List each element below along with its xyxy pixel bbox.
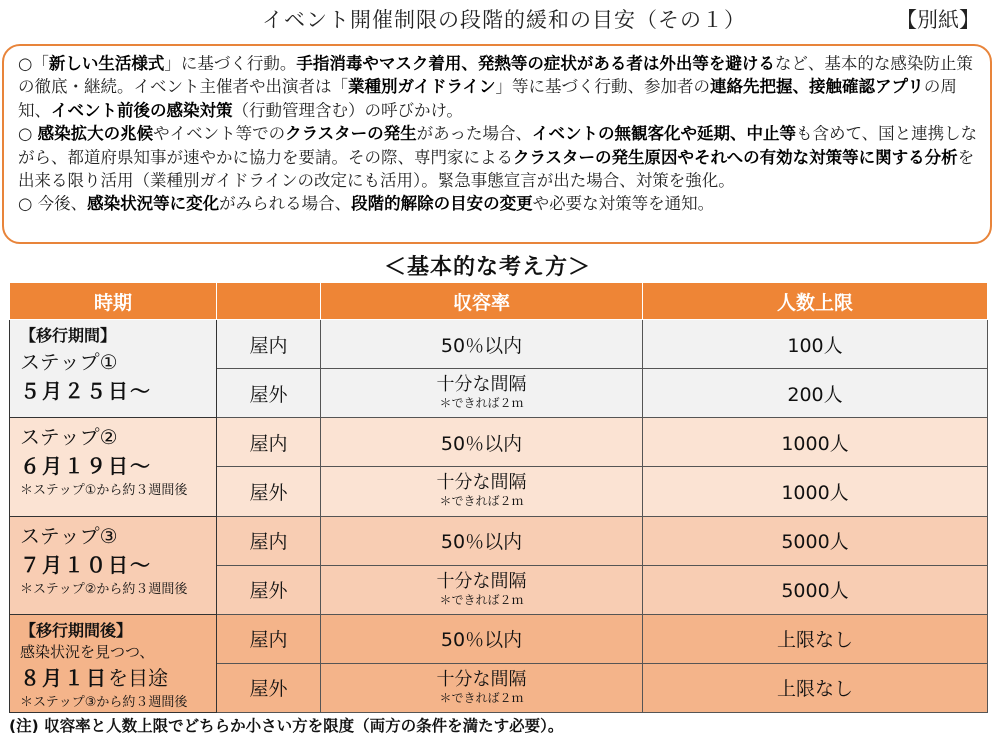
capacity-outdoor: [321, 369, 643, 418]
venue-outdoor: 屋外: [217, 663, 321, 712]
body-text: やイベント等での: [153, 124, 286, 144]
table-header-row: [10, 283, 988, 320]
emphasis-text: クラスターの発生原因やそれへの有効な対策等に関する分析: [513, 147, 958, 167]
limit-indoor: 100人: [643, 320, 988, 369]
table-row: [10, 418, 988, 467]
capacity-outdoor: [321, 663, 643, 712]
emphasis-text: 段階的解除の目安の変更: [351, 194, 533, 214]
emphasis-text: イベントの無観客化や延期、中止等: [532, 124, 797, 144]
capacity-indoor: 50％以内: [321, 320, 643, 369]
period-note: ＊ステップ②から約３週間後: [20, 581, 188, 597]
limit-outdoor: 5000人: [643, 565, 988, 614]
capacity-outdoor-main: 十分な間隔: [436, 374, 527, 396]
venue-outdoor: 屋外: [217, 369, 321, 418]
period-cell-1: [10, 320, 217, 418]
body-text: ○: [18, 124, 38, 144]
guidelines-box: [2, 44, 992, 244]
venue-indoor: 屋内: [217, 614, 321, 663]
period-cell-2: [10, 418, 217, 516]
limit-indoor: 上限なし: [643, 614, 988, 663]
emphasis-text: 感染拡大の兆候: [37, 124, 154, 144]
capacity-indoor: 50％以内: [321, 516, 643, 565]
capacity-outdoor: [321, 565, 643, 614]
body-text: の周知、: [18, 77, 957, 120]
emphasis-text: 業種別ガイドライン: [348, 77, 496, 97]
emphasis-text: 連絡先把握、接触確認アプリ: [710, 77, 924, 97]
period-date: ６月１９日～: [20, 454, 152, 479]
header-blank: [217, 283, 321, 320]
capacity-outdoor: [321, 467, 643, 516]
period-date-suffix: を目途: [108, 665, 168, 690]
capacity-indoor: 50％以内: [321, 614, 643, 663]
venue-indoor: 屋内: [217, 516, 321, 565]
emphasis-text: 手指消毒やマスク着用、発熱等の症状がある者は外出等を避ける: [296, 54, 775, 73]
footnote: (注) 収容率と人数上限でどちらか小さい方を限度（両方の条件を満たす必要）。: [9, 717, 564, 735]
table-row: [10, 320, 988, 369]
body-text: を出来る限り活用（業種別ガイドラインの改定にも活用）。緊急事態宣言が出た場合、対策を強化。: [18, 147, 975, 191]
venue-indoor: 屋内: [217, 418, 321, 467]
limit-indoor: 1000人: [643, 418, 988, 467]
limit-outdoor: 200人: [643, 369, 988, 418]
period-date: ７月１０日～: [20, 552, 152, 577]
period-step: ステップ②: [20, 425, 118, 450]
emphasis-text: 感染状況等に変化: [87, 194, 220, 214]
period-label: 【移行期間後】: [20, 620, 133, 640]
body-text: がみられる場合、: [219, 194, 352, 214]
period-date: ８月１日: [20, 665, 108, 690]
venue-indoor: 屋内: [217, 320, 321, 369]
guideline-paragraph-3: [18, 192, 978, 215]
body-text: など、基本的な感染防止策の徹底・継続。イベント主催者や出演者は「: [18, 54, 973, 97]
period-step: ステップ①: [20, 350, 118, 374]
body-text: も含めて、国と連携しながら、都道府県知事が速やかに協力を要請。その際、専門家による: [18, 124, 978, 167]
body-text: （行動管理含む）の呼びかけ。: [232, 100, 463, 120]
capacity-outdoor-note: ＊できれば２ｍ: [439, 690, 524, 705]
body-text: 」に基づく行動。: [164, 54, 297, 73]
body-text: 」等に基づく行動、参加者の: [495, 77, 711, 97]
table-row: [10, 614, 988, 663]
limit-outdoor: 1000人: [643, 467, 988, 516]
venue-outdoor: 屋外: [217, 467, 321, 516]
section-subtitle: ＜基本的な考え方＞: [384, 255, 592, 280]
capacity-outdoor-main: 十分な間隔: [436, 472, 527, 494]
body-text: ○ 今後、: [18, 194, 88, 214]
restriction-table: [9, 282, 988, 713]
page-title: イベント開催制限の段階的緩和の目安（その１）: [262, 8, 746, 32]
period-note: ＊ステップ①から約３週間後: [20, 483, 188, 499]
emphasis-text: クラスターの発生: [285, 124, 417, 144]
header-limit: 人数上限: [643, 283, 988, 320]
body-text: ○「: [18, 54, 49, 73]
emphasis-text: イベント前後の感染対策: [51, 100, 233, 120]
limit-indoor: 5000人: [643, 516, 988, 565]
attachment-label: 【別紙】: [896, 8, 980, 32]
guideline-paragraph-1: [18, 52, 978, 122]
period-label: 【移行期間】: [20, 326, 117, 345]
guideline-paragraph-2: [18, 122, 978, 192]
period-step: 感染状況を見つつ、: [20, 642, 155, 661]
period-cell-3: [10, 516, 217, 614]
emphasis-text: 新しい生活様式: [48, 54, 165, 73]
period-note: ＊ステップ③から約３週間後: [20, 694, 188, 710]
period-step: ステップ③: [20, 523, 118, 548]
venue-outdoor: 屋外: [217, 565, 321, 614]
limit-outdoor: 上限なし: [643, 663, 988, 712]
capacity-outdoor-note: ＊できれば２ｍ: [439, 494, 524, 509]
header-capacity: 収容率: [321, 283, 643, 320]
capacity-outdoor-main: 十分な間隔: [436, 668, 527, 690]
capacity-outdoor-note: ＊できれば２ｍ: [439, 592, 524, 607]
body-text: があった場合、: [416, 124, 533, 144]
capacity-indoor: 50％以内: [321, 418, 643, 467]
capacity-outdoor-main: 十分な間隔: [436, 570, 527, 592]
body-text: や必要な対策等を通知。: [532, 194, 715, 214]
header-period: 時期: [10, 283, 217, 320]
period-date: ５月２５日～: [20, 379, 152, 403]
table-row: [10, 516, 988, 565]
capacity-outdoor-note: ＊できれば２ｍ: [439, 396, 524, 411]
period-cell-4: [10, 614, 217, 712]
